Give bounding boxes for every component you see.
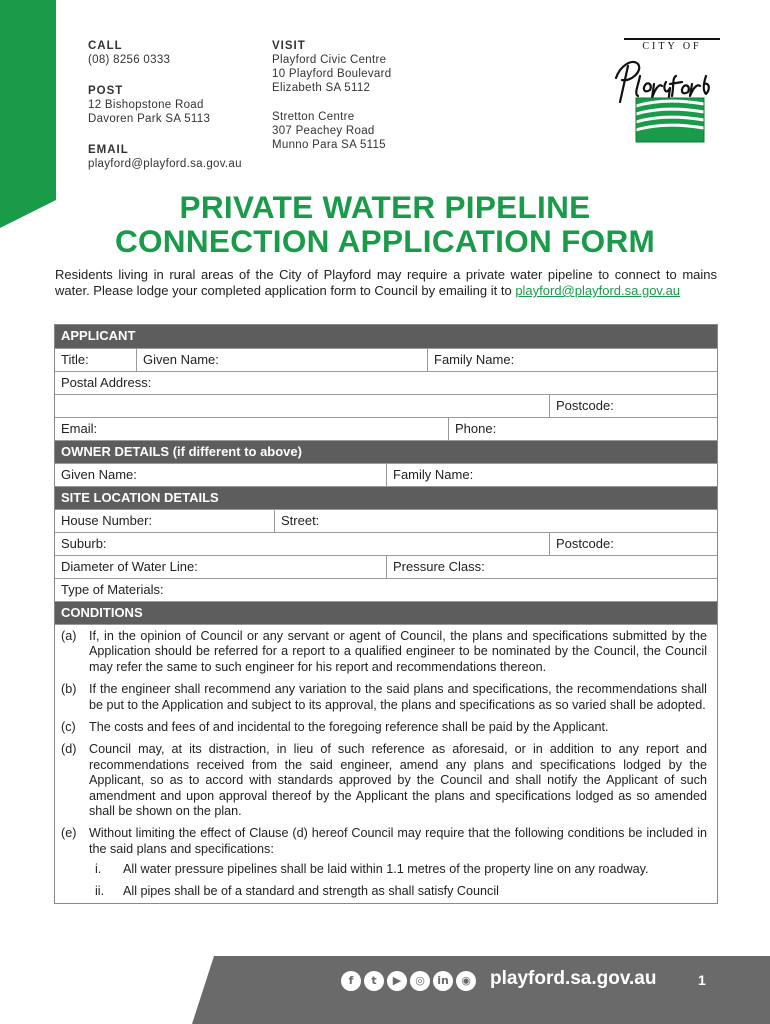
materials-field[interactable]: Type of Materials: [61,582,164,597]
email-heading: EMAIL [88,144,129,156]
social-icons [341,971,476,991]
conditions-header: CONDITIONS [61,605,143,620]
conditions-header-row [55,601,717,624]
intro-text: Residents living in rural areas of the City of Playford may require a private water pipeline to connect to mains water. Please lodge your completed application form to Council by emailing it to [55,267,717,298]
site-header-row [55,486,717,509]
postal-address-line-2-field[interactable] [55,395,549,417]
site-header: SITE LOCATION DETAILS [61,490,219,505]
site-postcode-field[interactable]: Postcode: [549,533,717,555]
owner-header-row [55,440,717,463]
title-field[interactable]: Title: [61,352,89,367]
subcondition-text: All water pressure pipelines shall be laid within 1.1 metres of the property line on any roadway. [123,862,649,877]
suburb-row [55,532,717,555]
site-address-row [55,509,717,532]
visit-line-3: Elizabeth SA 5112 [272,82,371,94]
condition-text: Council may, at its distraction, in lieu of such reference as aforesaid, or in addition to any report and recommendations received from the said engineer, amend any plans and specifications lodged by the Applicant, so as to accord with standards approved by the Council and shall notify the Applicant of such amendment and upon approval thereof by the Applicant the plans and specifications lodged as so amended shall be shown on the plan. [89,742,707,819]
owner-name-row [55,463,717,486]
podcast-icon[interactable]: ◉ [456,971,476,991]
condition-item [61,826,707,857]
owner-header: OWNER DETAILS (if different to above) [61,444,302,459]
condition-label: (d) [61,742,77,757]
family-name-field[interactable]: Family Name: [427,349,717,371]
visit-heading: VISIT [272,40,306,52]
water-line-row [55,555,717,578]
stretton-line-3: Munno Para SA 5115 [272,139,386,151]
street-field[interactable]: Street: [274,510,717,532]
subcondition-label: ii. [95,883,105,898]
twitter-icon[interactable]: t [364,971,384,991]
contact-email [88,143,242,171]
title-line-2: CONNECTION APPLICATION FORM [114,223,656,259]
intro-email-link[interactable]: playford@playford.sa.gov.au [515,283,681,298]
post-heading: POST [88,85,124,97]
subcondition-label: i. [95,862,102,877]
subcondition-item [61,862,707,877]
condition-text: If, in the opinion of Council or any servant or agent of Council, the plans and specifications submitted by the Application should be referred for a report to a qualified engineer to be nominated by the Council, the Council may refer the same to such engineer for his report and recommendations thereon. [89,629,707,674]
condition-item [61,742,707,819]
footer-website[interactable]: playford.sa.gov.au [490,968,657,989]
youtube-icon[interactable]: ▶ [387,971,407,991]
postal-address-field[interactable]: Postal Address: [61,375,152,390]
postcode-field[interactable]: Postcode: [549,395,717,417]
call-phone[interactable]: (08) 8256 0333 [88,54,171,66]
condition-label: (c) [61,720,76,735]
materials-row [55,578,717,601]
applicant-name-row [55,348,717,371]
call-heading: CALL [88,40,123,52]
intro-paragraph [55,267,717,299]
postal-address-row [55,371,717,394]
suburb-field[interactable]: Suburb: [61,536,107,551]
contact-visit [272,39,391,95]
applicant-header-row [55,325,717,348]
condition-label: (a) [61,629,77,643]
condition-text: The costs and fees of and incidental to the foregoing reference shall be paid by the Applicant. [89,720,609,735]
application-form [54,324,718,904]
postal-address-row-2 [55,394,717,417]
condition-item [61,629,707,675]
post-line-1: 12 Bishopstone Road [88,99,204,111]
owner-given-name-field[interactable]: Given Name: [61,467,137,482]
applicant-header: APPLICANT [61,328,136,343]
email-field[interactable]: Email: [61,421,98,436]
condition-text: Without limiting the effect of Clause (d) hereof Council may require that the following conditions be included in the said plans and specifications: [89,826,707,856]
email-address[interactable]: playford@playford.sa.gov.au [88,158,242,170]
subcondition-text: All pipes shall be of a standard and strength as shall satisfy Council [123,883,499,898]
condition-item [61,682,707,713]
contact-post [88,84,210,126]
visit-line-2: 10 Playford Boulevard [272,68,392,80]
condition-label: (b) [61,682,77,697]
subcondition-item [61,884,707,899]
given-name-field[interactable]: Given Name: [136,349,427,371]
page-title [0,190,770,258]
conditions-list [55,624,717,903]
contact-row [55,417,717,440]
pressure-class-field[interactable]: Pressure Class: [386,556,717,578]
page-number: 1 [698,972,706,988]
visit-line-1: Playford Civic Centre [272,54,387,66]
linkedin-icon[interactable]: in [433,971,453,991]
phone-field[interactable]: Phone: [448,418,717,440]
diameter-field[interactable]: Diameter of Water Line: [61,559,198,574]
contact-call [88,39,170,67]
owner-family-name-field[interactable]: Family Name: [386,464,717,486]
stretton-line-1: Stretton Centre [272,111,355,123]
logo-city-of: CITY OF [642,41,702,52]
stretton-line-2: 307 Peachey Road [272,125,375,137]
post-line-2: Davoren Park SA 5113 [88,113,211,125]
condition-item [61,720,707,735]
contact-stretton [272,110,386,152]
logo-mark [610,36,720,144]
instagram-icon[interactable]: ◎ [410,971,430,991]
facebook-icon[interactable]: f [341,971,361,991]
title-line-1: PRIVATE WATER PIPELINE [179,189,591,225]
city-of-playford-logo [610,36,720,144]
house-number-field[interactable]: House Number: [61,513,153,528]
condition-label: (e) [61,826,77,841]
condition-text: If the engineer shall recommend any variation to the said plans and specifications, the recommendations shall be put to the Application and subject to its approval, the plans and specifications as so varied shall be adopted. [89,682,707,712]
